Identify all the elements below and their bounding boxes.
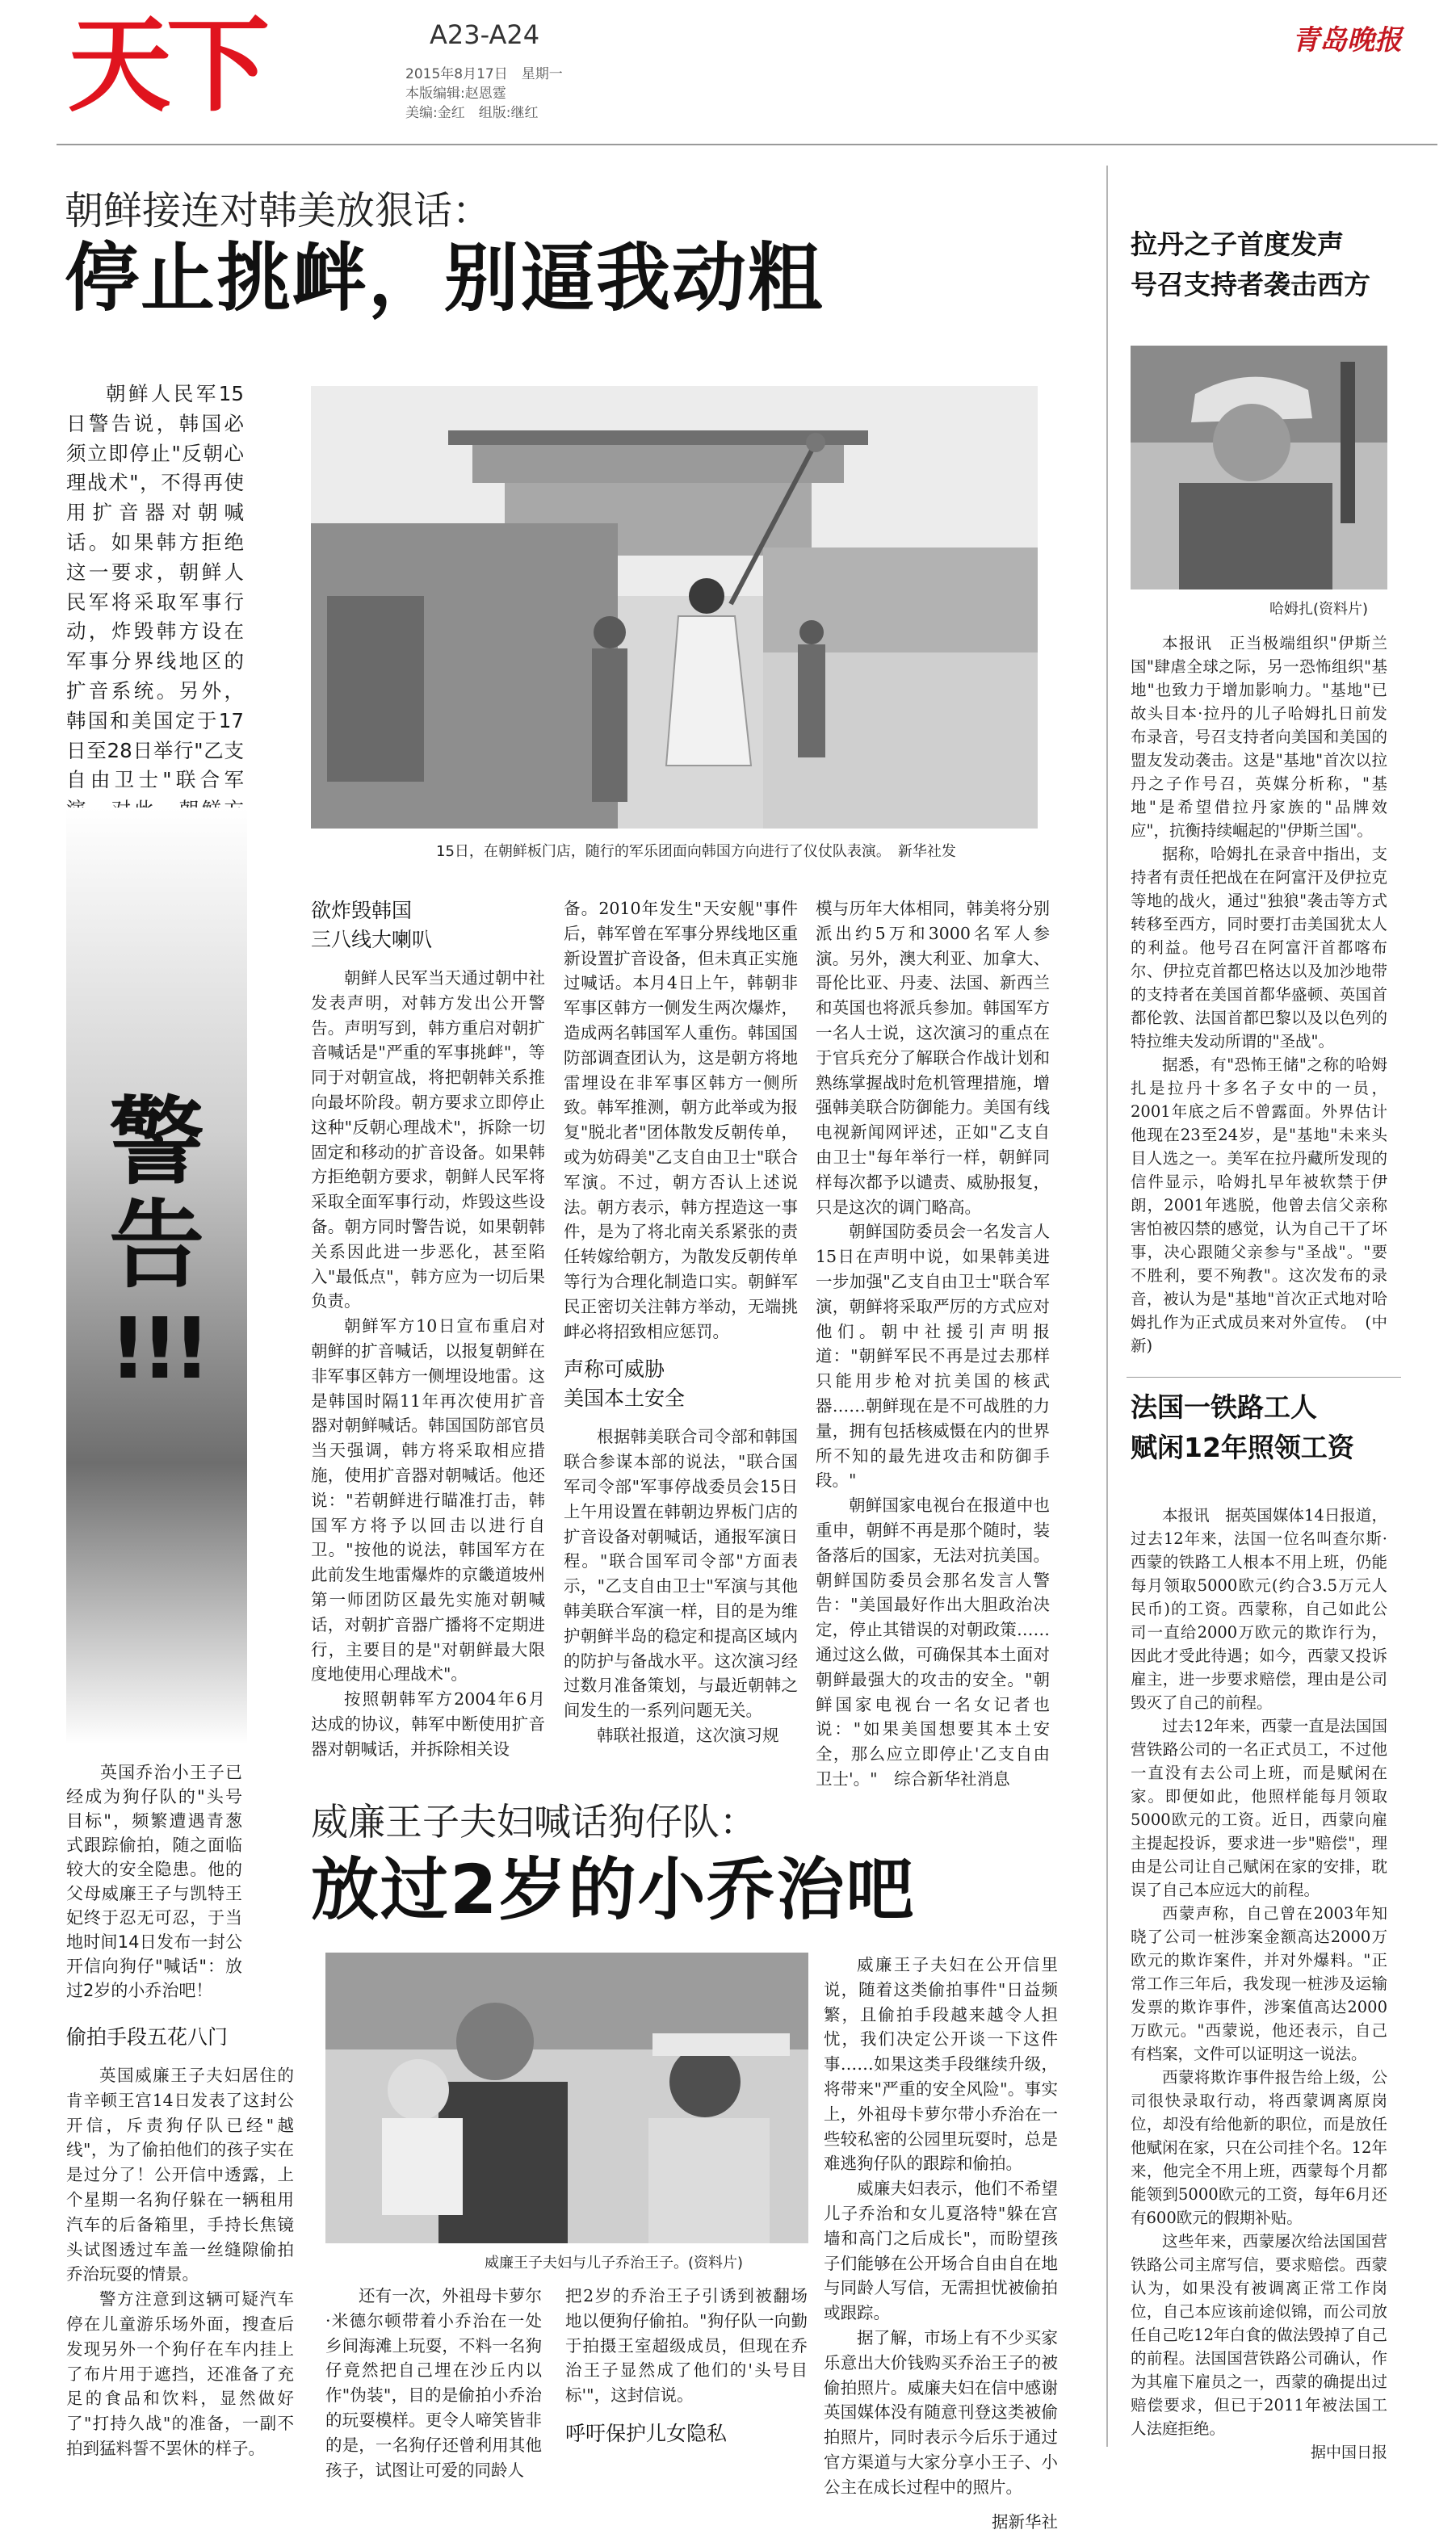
prince-subhead-1: 偷拍手段五花八门 [66,2025,229,2049]
subhead-1: 欲炸毁韩国 [311,899,413,922]
subhead-1b: 三八线大喇叭 [311,928,433,951]
prince-source: 据新华社 [992,2511,1058,2532]
section-title: 天下 [68,6,266,126]
lead-photo [311,386,1038,829]
paragraph: 朝鲜人民军当天通过朝中社发表声明，对韩方发出公开警告。声明写到，韩方重启对朝扩音喊话是"严重的军事挑衅"，等同于对朝宣战，将把朝韩关系推向最坏阶段。朝方要求立即停止这种"反朝心理战术"，拆除一切固定和移动的扩音设备。如果韩方拒绝朝方要求，朝鲜人民军将采取全面军事行动，炸毁这些设备。朝方同时警告说，如果朝韩关系因此进一步恶化，甚至陷入"最低点"，韩方应为一切后果负责。 [311,968,545,1311]
lead-column-1 [311,896,545,1762]
laden-body [1131,631,1387,1357]
prince-photo [325,1953,808,2243]
paragraph: 据称，哈姆扎在录音中指出，支持者有责任把战在在阿富汗及伊拉克等地的战火，通过"独狼"袭击等方式转移至西方，同时要打击美国犹太人的利益。他号召在阿富汗首都喀布尔、伊拉克首都巴格达以及加沙地带的支持者在美国首都华盛顿、英国首都伦敦、法国首都巴黎以及以色列的特拉维夫发动所谓的"圣战"。 [1131,845,1387,1051]
page-editor: 本版编辑:赵恩霆 [405,86,506,102]
paragraph: 朝鲜国家电视台在报道中也重申，朝鲜不再是那个随时，装备落后的国家，无法对抗美国。朝鲜国防委员会那名发言人警告："美国最好作出大胆政治决定，停止其错误的对朝政策……通过这么做，可确保其本土面对朝鲜最强大的攻击的安全。"朝鲜国家电视台一名女记者也说："如果美国想要其本土安全，那么应立即停止'乙支自由卫士'。" 综合新华社消息 [816,1496,1050,1789]
lead-headline: 停止挑衅，别逼我动粗 [65,235,825,321]
paragraph: 按照朝韩军方2004年6月达成的协议，韩军中断使用扩音器对朝喊话，并拆除相关设 [311,1689,545,1759]
laden-photo [1131,346,1387,589]
paragraph: 本报讯 据英国媒体14日报道，过去12年来，法国一位名叫查尔斯·西蒙的铁路工人根本不用上班，仍能每月领取5000欧元(约合3.5万元人民币)的工资。西蒙称，自己如此公司一直给2000万欧元的欺诈行为，因此才受此待遇；如今，西蒙又投诉雇主，进一步要求赔偿，理由是公司毁灭了自己的前程。 [1131,1506,1387,1712]
laden-headline: 拉丹之子首度发声 号召支持者袭击西方 [1131,229,1370,300]
issue-date: 2015年8月17日 星期一 [405,66,563,82]
warning-exclamations: !!! [108,1299,205,1398]
prince-subhead-2: 呼吁保护儿女隐私 [565,2421,728,2445]
paragraph: 朝鲜军方10日宣布重启对朝鲜的扩音喊话，以报复朝鲜在非军事区韩方一侧埋设地雷。这是韩国时隔11年再次使用扩音器对朝鲜喊话。韩国国防部官员当天强调，韩方将采取相应措施，使用扩音器对朝喊话。他还说："若朝鲜进行瞄准打击，韩国军方将予以回击以进行自卫。"按他的说法，韩国军方在此前发生地雷爆炸的京畿道坡州第一师团防区最先实施对朝喊话，对朝扩音器广播将不定期进行，主要目的是"对朝鲜最大限度地使用心理战术"。 [311,1316,545,1684]
lead-photo-caption: 15日，在朝鲜板门店，随行的军乐团面向韩国方向进行了仪仗队表演。 新华社发 [436,843,956,860]
lead-column-2 [564,896,798,1748]
prince-photo-caption: 威廉王子夫妇与儿子乔治王子。(资料片) [485,2255,744,2272]
lead-kicker: 朝鲜接连对韩美放狠话： [65,188,492,233]
rail-divider [1127,1377,1401,1378]
paragraph: 韩联社报道，这次演习规 [597,1725,779,1745]
rail-headline: 法国一铁路工人 赋闲12年照领工资 [1131,1391,1354,1463]
subhead-2b: 美国本土安全 [564,1387,686,1411]
prince-sidebar [66,1760,242,2003]
prince-column-mid-left [325,2284,542,2482]
page-art-credits: 美编:金红 组版:继红 [405,105,539,121]
paragraph: 本报讯 正当极端组织"伊斯兰国"肆虐全球之际，另一恐怖组织"基地"也致力于增加影响力。"基地"已故头目本·拉丹的儿子哈姆扎日前发布录音，号召支持者向美国和美国的盟友发动袭击。这是"基地"首次以拉丹之子作号召，英媒分析称，"基地"是希望借拉丹家族的"品牌效应"，抗衡持续崛起的"伊斯兰国"。 [1131,634,1387,840]
warning-banner [66,808,247,1744]
paragraph: 警方注意到这辆可疑汽车停在儿童游乐场外面，搜查后发现另外一个狗仔在车内挂上了布片用于遮挡，还准备了充足的食品和饮料，显然做好了"打持久战"的准备，一副不拍到猛料誓不罢休的样子。 [66,2289,294,2458]
paragraph: 英国威廉王子夫妇居住的肯辛顿王宫14日发表了这封公开信，斥责狗仔队已经"越线"，为了偷拍他们的孩子实在是过分了！公开信中透露，上个星期一名狗仔躲在一辆租用汽车的后备箱里，手持长焦镜头试图透过车盖一丝缝隙偷拍乔治玩耍的情景。 [66,2066,294,2284]
paragraph: 据了解，市场上有不少买家乐意出大价钱购买乔治王子的被偷拍照片。威廉夫妇在信中感谢英国媒体没有随意刊登这类被偷拍照片，同时表示今后乐于通过官方渠道与大家分享小王子、小公主在成长过程中的照片。 [824,2327,1058,2497]
paragraph: 还有一次，外祖母卡萝尔·米德尔顿带着小乔治在一处乡间海滩上玩耍，不料一名狗仔竟然把自己埋在沙丘内以作"伪装"，目的是偷拍小乔治的玩耍模样。更令人啼笑皆非的是，一名狗仔还曾利用其他孩子，试图让可爱的同龄人 [325,2286,542,2480]
prince-column-left [66,2023,294,2461]
page-numbers: A23-A24 [430,19,540,50]
warning-text [66,1086,247,1400]
paragraph: 威廉王子夫妇在公开信里说，随着这类偷拍事件"日益频繁，且偷拍手段越来越令人担忧，我们决定公开谈一下这件事……如果这类手段继续升级，将带来"严重的安全风险"。事实上，外祖母卡萝尔带小乔治在一些较私密的公园里玩耍时，总是难逃狗仔队的跟踪和偷拍。 [824,1955,1058,2174]
paragraph: 模与历年大体相同，韩美将分别派出约5万和3000名军人参演。另外，澳大利亚、加拿大、哥伦比亚、丹麦、法国、新西兰和英国也将派兵参加。韩国军方一名人士说，这次演习的重点在于官兵充分了解联合作战计划和熟练掌握战时危机管理措施，增强韩美联合防御能力。美国有线电视新闻网评述，正如"乙支自由卫士"每年举行一样，朝鲜同样每次都予以谴责、威胁报复，只是这次的调门略高。 [816,899,1050,1217]
paragraph: 根据韩美联合司令部和韩国联合参谋本部的说法，"联合国军司令部"军事停战委员会15日上午用设置在韩朝边界板门店的扩音设备对朝喊话，通报军演日程。"联合国军司令部"方面表示，"乙支自由卫士"军演与其他韩美联合军演一样，目的是为维护朝鲜半岛的稳定和提高区域内的防护与备战水平。这次演习经过数月准备策划，与最近朝韩之间发生的一系列问题无关。 [564,1427,798,1721]
paragraph: 西蒙将欺诈事件报告给上级，公司很快录取行动，将西蒙调离原岗位，却没有给他新的职位，而是放任他赋闲在家，只在公司挂个名。12年来，他完全不用上班，西蒙每个月都能领到5000欧元的工资，每年6月还有600欧元的假期补贴。 [1131,2068,1387,2227]
lead-column-3 [816,896,1050,1792]
paragraph: 过去12年来，西蒙一直是法国国营铁路公司的一名正式员工，不过他一直没有去公司上班，而是赋闲在家。即便如此，他照样能每月领取5000欧元的工资。近日，西蒙向雇主提起投诉，要求进一步"赔偿"，理由是公司让自己赋闲在家的安排，耽误了自己本应远大的前程。 [1131,1717,1387,1899]
lead-summary-text: 朝鲜人民军15日警告说，韩国必须立即停止"反朝心理战术"，不得再使用扩音器对朝喊话。如果韩方拒绝这一要求，朝鲜人民军将采取军事行动，炸毁韩方设在军事分界线地区的扩音系统。另外，韩国和美国定于17日至28日举行"乙支自由卫士"联合军 [66,382,244,792]
rail-source: 据中国日报 [1310,2444,1387,2461]
paragraph: 据悉，有"恐怖王储"之称的哈姆扎是拉丹十多名子女中的一员，2001年底之后不曾露面。外界估计他现在23至24岁，是"基地"未来头目人选之一。美军在拉丹藏所发现的信件显示，哈姆扎早年被软禁于伊朗，2001年逃脱，他曾去信父亲称害怕被囚禁的感觉，认为自己干了坏事，决心跟随父亲参与"圣战"。"要不胜利，要不殉教"。这次发布的录音，被认为是"基地"首次正式地对哈姆扎作为正式成员来对外宣传。 (中新) [1131,1055,1387,1355]
paragraph: 朝鲜国防委员会一名发言人15日在声明中说，如果韩美进一步加强"乙支自由卫士"联合军演，朝鲜将采取严厉的方式应对他们。朝中社援引声明报道："朝鲜军民不再是过去那样只能用步枪对抗美国的核武器……朝鲜现在是不可战胜的力量，拥有包括核威慑在内的世界所不知的最先进攻击和防御手段。" [816,1222,1050,1491]
column-divider [1106,166,1108,2447]
warning-char-1: 警 [108,1086,204,1198]
subhead-2: 声称可威胁 [564,1357,665,1382]
paragraph: 西蒙声称，自己曾在2003年知晓了公司一桩涉案金额高达2000万欧元的欺诈案件，并对外爆料。"正常工作三年后，我发现一桩涉及运输发票的欺诈事件，涉案值高达2000万欧元。"西蒙说，他还表示，自己有档案，文件可以证明这一说法。 [1131,1904,1387,2063]
prince-kicker: 威廉王子夫妇喊话狗仔队： [311,1800,757,1844]
masthead-rule [57,144,1437,145]
prince-sidebar-text: 英国乔治小王子已经成为狗仔队的"头号目标"，频繁遭遇青葱式跟踪偷拍，随之面临较大的安全隐患。他的父母威廉王子与凯特王妃终于忍无可忍，于当地时间14日发布一封公开信向狗仔"喊话"：放过2岁的小乔治吧！ [66,1763,242,2000]
prince-headline: 放过2岁的小乔治吧 [311,1850,916,1929]
prince-column-mid-right [565,2284,808,2448]
prince-column-right [824,1953,1058,2534]
paragraph: 威廉夫妇表示，他们不希望儿子乔治和女儿夏洛特"躲在宫墙和高门之后成长"，而盼望孩子们能够在公开场合自由自在地与同龄人写信，无需担忧被偷拍或跟踪。 [824,2179,1058,2323]
newspaper-logo: 青岛晚报 [1292,24,1402,57]
paragraph: 这些年来，西蒙屡次给法国国营铁路公司主席写信，要求赔偿。西蒙认为，如果没有被调离正常工作岗位，自己本应该前途似锦，而公司放任自己吃12年白食的做法毁掉了自己的前程。法国国营铁路公司确认，作为其雇下雇员之一，西蒙的确提出过赔偿要求，但已于2011年被法国工人法庭拒绝。 [1131,2232,1387,2438]
paragraph: 备。2010年发生"天安舰"事件后，韩军曾在军事分界线地区重新设置扩音设备，但未真正实施过喊话。本月4日上午，韩朝非军事区韩方一侧发生两次爆炸，造成两名韩国军人重伤。韩国国防部调查团认为，这是朝方将地雷埋设在非军事区韩方一侧所致。韩军推测，朝方此举或为报复"脱北者"团体散发反朝传单，或为妨碍美"乙支自由卫士"联合军演。不过，朝方否认上述说法。朝方表示，韩方捏造这一事件，是为了将北南关系紧张的责任转嫁给朝方，为散发反朝传单等行为合理化制造口实。朝鲜军民正密切关注韩方举动，无端挑衅必将招致相应惩罚。 [564,899,798,1341]
paragraph: 把2岁的乔治王子引诱到被翻场地以便狗仔偷拍。"狗仔队一向勤于拍摄王室超级成员，但现在乔治王子显然成了他们的'头号目标'"，这封信说。 [565,2286,808,2406]
rail-body [1131,1504,1387,2465]
warning-char-2: 告 [108,1189,204,1301]
laden-photo-caption: 哈姆扎(资料片) [1269,601,1369,618]
